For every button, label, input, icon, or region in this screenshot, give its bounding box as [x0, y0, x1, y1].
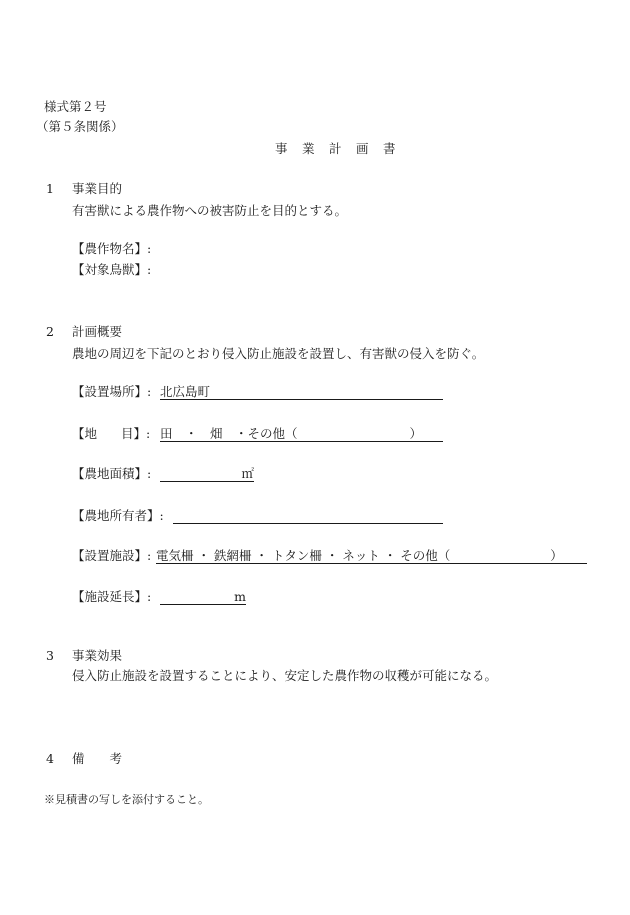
- area-unit: ㎡: [241, 466, 254, 481]
- page-title: 事 業 計 画 書: [275, 141, 397, 156]
- land-category-close: ）: [409, 426, 423, 441]
- section2-heading: 計画概要: [72, 324, 123, 339]
- land-category-label-part1: 【地: [72, 426, 98, 441]
- section1-body: 有害獣による農作物への被害防止を目的とする。: [72, 203, 348, 218]
- section3-number: 3: [46, 648, 54, 663]
- footnote: ※見積書の写しを添付すること。: [44, 793, 209, 806]
- farmland-owner-field: [173, 508, 443, 524]
- article-reference: （第５条関係）: [36, 119, 124, 134]
- farmland-area-field: [160, 466, 254, 482]
- location-label: 【設置場所】:: [72, 384, 152, 399]
- facility-close: ）: [550, 548, 563, 563]
- land-category-label: [72, 426, 150, 442]
- length-unit: m: [234, 589, 246, 604]
- section2-body: 農地の周辺を下記のとおり侵入防止施設を設置し、有害獣の侵入を防ぐ。: [72, 346, 485, 361]
- section2-number: 2: [46, 324, 54, 339]
- crop-name-label: 【農作物名】:: [72, 241, 152, 256]
- location-value: 北広島町: [160, 384, 211, 399]
- facility-options: 電気柵 ・ 鉄網柵 ・ トタン柵 ・ ネット ・ その他（: [156, 548, 451, 563]
- section4-number: 4: [46, 751, 54, 766]
- facility-field: [156, 548, 587, 564]
- section4-heading: 備 考: [72, 751, 123, 766]
- land-category-options: 田 ・ 畑 ・その他（: [160, 426, 298, 441]
- facility-length-field: [160, 589, 246, 605]
- land-category-field: [160, 426, 443, 442]
- section3-heading: 事業効果: [72, 648, 123, 663]
- target-animal-label: 【対象鳥獣】:: [72, 262, 152, 277]
- section1-heading: 事業目的: [72, 181, 123, 196]
- section3-body: 侵入防止施設を設置することにより、安定した農作物の収穫が可能になる。: [72, 668, 498, 683]
- form-number: 様式第２号: [44, 99, 107, 114]
- farmland-owner-label: 【農地所有者】:: [72, 508, 164, 523]
- facility-label: 【設置施設】:: [72, 548, 152, 563]
- land-category-label-part2: 目】:: [121, 426, 151, 441]
- facility-length-label: 【施設延長】:: [72, 589, 152, 604]
- section1-number: 1: [46, 181, 54, 196]
- location-field: [160, 384, 443, 400]
- farmland-area-label: 【農地面積】:: [72, 466, 152, 481]
